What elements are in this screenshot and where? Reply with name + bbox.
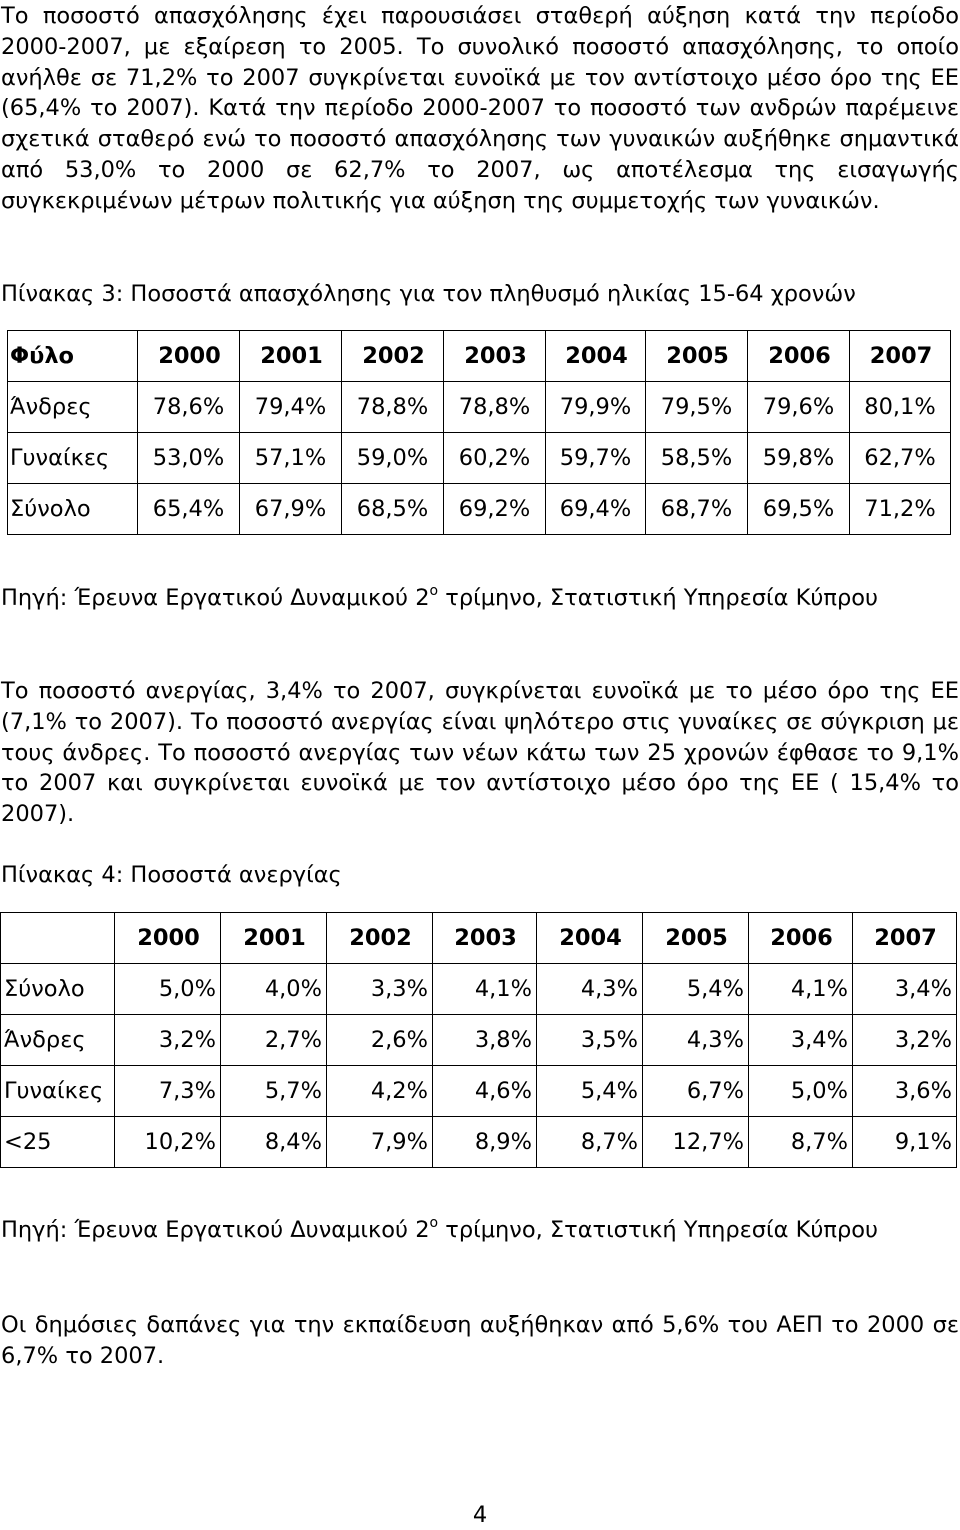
header-cell: 2007 [853,913,957,964]
header-cell: 2002 [342,331,444,382]
header-cell: 2006 [748,331,850,382]
header-cell: 2002 [327,913,433,964]
row-label: Άνδρες [8,382,138,433]
header-cell: 2001 [240,331,342,382]
table-cell: 4,6% [433,1066,537,1117]
header-cell: Φύλο [8,331,138,382]
table-cell: 59,8% [748,433,850,484]
table-row [1,1117,957,1168]
row-label: <25 [1,1117,115,1168]
table-cell: 69,2% [444,484,546,535]
table-cell: 10,2% [115,1117,221,1168]
table-cell: 3,3% [327,964,433,1015]
table-cell: 5,4% [537,1066,643,1117]
table-cell: 68,5% [342,484,444,535]
source-superscript: ο [429,1215,439,1231]
header-cell: 2001 [221,913,327,964]
table-cell: 79,5% [646,382,748,433]
source-text: τρίμηνο, Στατιστική Υπηρεσία Κύπρου [438,585,879,611]
table-cell: 3,5% [537,1015,643,1066]
table-cell: 53,0% [138,433,240,484]
table-cell: 78,8% [342,382,444,433]
header-cell: 2006 [749,913,853,964]
table-cell: 4,1% [433,964,537,1015]
header-cell: 2003 [433,913,537,964]
table-row [1,1015,957,1066]
header-cell: 2005 [646,331,748,382]
employment-table [7,330,951,535]
table-cell: 3,6% [853,1066,957,1117]
table-cell: 68,7% [646,484,748,535]
table-cell: 58,5% [646,433,748,484]
header-cell [1,913,115,964]
table-cell: 4,1% [749,964,853,1015]
table-cell: 3,4% [853,964,957,1015]
paragraph-education-spending: Οι δημόσιες δαπάνες για την εκπαίδευση αυξήθηκαν από 5,6% του ΑΕΠ το 2000 σε 6,7% το 2007. [1,1312,959,1369]
page-number: 4 [472,1502,488,1528]
table-row [8,433,951,484]
table-cell: 4,3% [537,964,643,1015]
table-cell: 7,3% [115,1066,221,1117]
table-cell: 3,8% [433,1015,537,1066]
table-cell: 3,2% [115,1015,221,1066]
header-cell: 2003 [444,331,546,382]
row-label: Άνδρες [1,1015,115,1066]
table-cell: 60,2% [444,433,546,484]
table-cell: 59,7% [546,433,646,484]
table-cell: 12,7% [643,1117,749,1168]
table-cell: 79,6% [748,382,850,433]
header-cell: 2000 [138,331,240,382]
paragraph-unemployment: Το ποσοστό ανεργίας, 3,4% το 2007, συγκρίνεται ευνοϊκά με το μέσο όρο της ΕΕ (7,1% το 2007). Το ποσοστό ανεργίας είναι ψηλότερο στις γυναίκες σε σύγκριση με τους άνδρες. Το ποσοστό ανεργίας των νέων κάτω των 25 χρονών έφθασε το 9,1% το 2007 και συγκρίνεται ευνοϊκά με τον αντίστοιχο μέσο όρο της ΕΕ ( 15,4% το 2007). [1,678,959,828]
table-cell: 5,4% [643,964,749,1015]
table-row [8,484,951,535]
table-cell: 79,4% [240,382,342,433]
table-cell: 71,2% [850,484,951,535]
table3-caption: Πίνακας 3: Ποσοστά απασχόλησης για τον πληθυσμό ηλικίας 15-64 χρονών [1,281,856,307]
row-label: Σύνολο [1,964,115,1015]
table-cell: 67,9% [240,484,342,535]
table-cell: 69,5% [748,484,850,535]
source-superscript: ο [429,583,439,599]
table-cell: 3,2% [853,1015,957,1066]
table4-source [1,1215,959,1246]
table-cell: 2,6% [327,1015,433,1066]
table-cell: 57,1% [240,433,342,484]
table-cell: 5,0% [749,1066,853,1117]
table-row [8,382,951,433]
table-cell: 4,2% [327,1066,433,1117]
table-cell: 59,0% [342,433,444,484]
header-cell: 2005 [643,913,749,964]
unemployment-table [0,912,957,1168]
table-cell: 8,7% [537,1117,643,1168]
table4-caption: Πίνακας 4: Ποσοστά ανεργίας [1,862,342,888]
header-cell: 2004 [546,331,646,382]
table-cell: 6,7% [643,1066,749,1117]
table-cell: 80,1% [850,382,951,433]
source-text: τρίμηνο, Στατιστική Υπηρεσία Κύπρου [438,1217,879,1243]
row-label: Σύνολο [8,484,138,535]
row-label: Γυναίκες [8,433,138,484]
header-cell: 2004 [537,913,643,964]
table-header-row [1,913,957,964]
table-cell: 8,9% [433,1117,537,1168]
source-text: Πηγή: Έρευνα Εργατικού Δυναμικού 2 [1,585,430,611]
table-cell: 78,6% [138,382,240,433]
table-cell: 79,9% [546,382,646,433]
table-cell: 3,4% [749,1015,853,1066]
table-cell: 2,7% [221,1015,327,1066]
table-cell: 65,4% [138,484,240,535]
table3-source [1,583,959,614]
table-cell: 78,8% [444,382,546,433]
row-label: Γυναίκες [1,1066,115,1117]
paragraph-employment: Το ποσοστό απασχόλησης έχει παρουσιάσει σταθερή αύξηση κατά την περίοδο 2000-2007, με εξαίρεση το 2005. Το συνολικό ποσοστό απασχόλησης, το οποίο ανήλθε σε 71,2% το 2007 συγκρίνεται ευνοϊκά με τον αντίστοιχο μέσο όρο της ΕΕ (65,4% το 2007). Κατά την περίοδο 2000-2007 το ποσοστό των ανδρών παρέμεινε σχετικά σταθερό ενώ το ποσοστό απασχόλησης των γυναικών αυξήθηκε σημαντικά από 53,0% το 2000 σε 62,7% το 2007, ως αποτέλεσμα της εισαγωγής συγκεκριμένων μέτρων πολιτικής για αύξηση της συμμετοχής των γυναικών. [1,3,959,214]
table-row [1,1066,957,1117]
table-cell: 62,7% [850,433,951,484]
header-cell: 2000 [115,913,221,964]
table-cell: 5,0% [115,964,221,1015]
source-text: Πηγή: Έρευνα Εργατικού Δυναμικού 2 [1,1217,430,1243]
header-cell: 2007 [850,331,951,382]
table-cell: 4,3% [643,1015,749,1066]
table-cell: 5,7% [221,1066,327,1117]
table-cell: 8,4% [221,1117,327,1168]
table-header-row [8,331,951,382]
table-cell: 69,4% [546,484,646,535]
table-cell: 7,9% [327,1117,433,1168]
table-cell: 8,7% [749,1117,853,1168]
table-cell: 4,0% [221,964,327,1015]
table-row [1,964,957,1015]
table-cell: 9,1% [853,1117,957,1168]
